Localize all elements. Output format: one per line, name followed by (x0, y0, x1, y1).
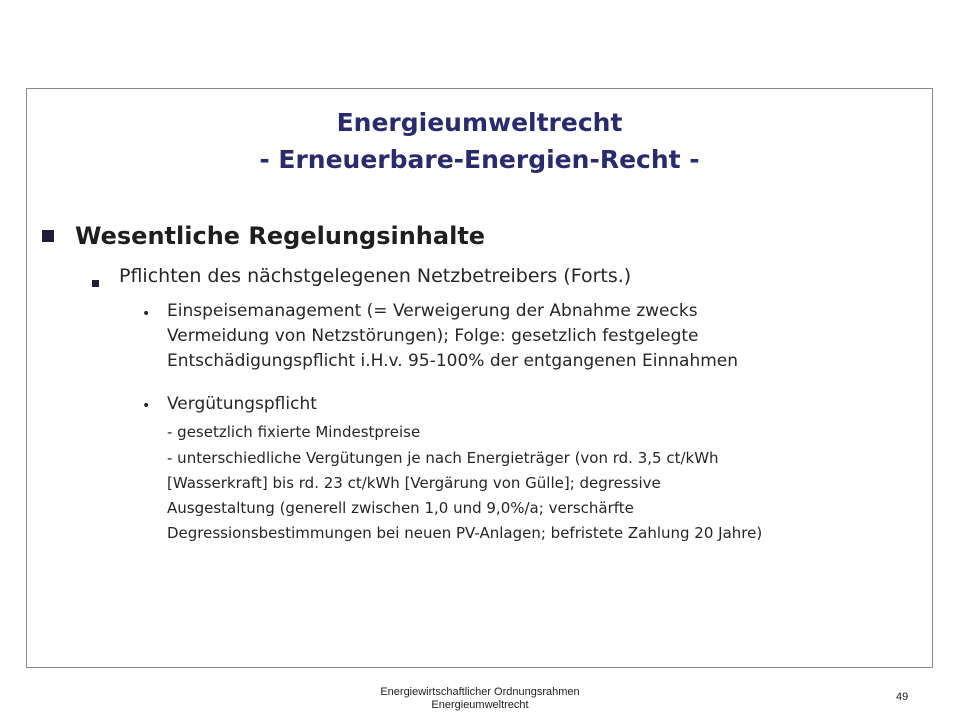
item2-line: Degressionsbestimmungen bei neuen PV-Anlagen; befristete Zahlung 20 Jahre) (167, 524, 763, 542)
page-number: 49 (896, 691, 909, 703)
item2-line: - unterschiedliche Vergütungen je nach Energieträger (von rd. 3,5 ct/kWh (167, 449, 719, 467)
item1-line: Vermeidung von Netzstörungen); Folge: gesetzlich festgelegte (167, 326, 699, 346)
dot-bullet-icon: • (142, 306, 151, 322)
item2-line: [Wasserkraft] bis rd. 23 ct/kWh [Vergärung von Gülle]; degressive (167, 474, 661, 492)
item1-line: Einspeisemanagement (= Verweigerung der Abnahme zwecks (167, 301, 698, 321)
item1-line: Entschädigungspflicht i.H.v. 95-100% der entgangenen Einnahmen (167, 351, 739, 371)
slide-subtitle: - Erneuerbare-Energien-Recht - (259, 145, 700, 174)
footer-line2: Energieumweltrecht (431, 699, 529, 711)
footer-caption (330, 686, 630, 712)
footer-line1: Energiewirtschaftlicher Ordnungsrahmen (380, 686, 580, 698)
slide-title: Energieumweltrecht (336, 108, 623, 137)
square-bullet-icon (92, 280, 99, 287)
item2-heading: Vergütungspflicht (167, 394, 317, 414)
item2-line: - gesetzlich fixierte Mindestpreise (167, 423, 421, 441)
bullet-level2-text: Pflichten des nächstgelegenen Netzbetreibers (Forts.) (119, 265, 632, 287)
item2-line: Ausgestaltung (generell zwischen 1,0 und 9,0%/a; verschärfte (167, 499, 634, 517)
bullet-level1-text: Wesentliche Regelungsinhalte (75, 222, 486, 250)
square-bullet-icon (42, 230, 54, 242)
dot-bullet-icon: • (142, 398, 151, 414)
